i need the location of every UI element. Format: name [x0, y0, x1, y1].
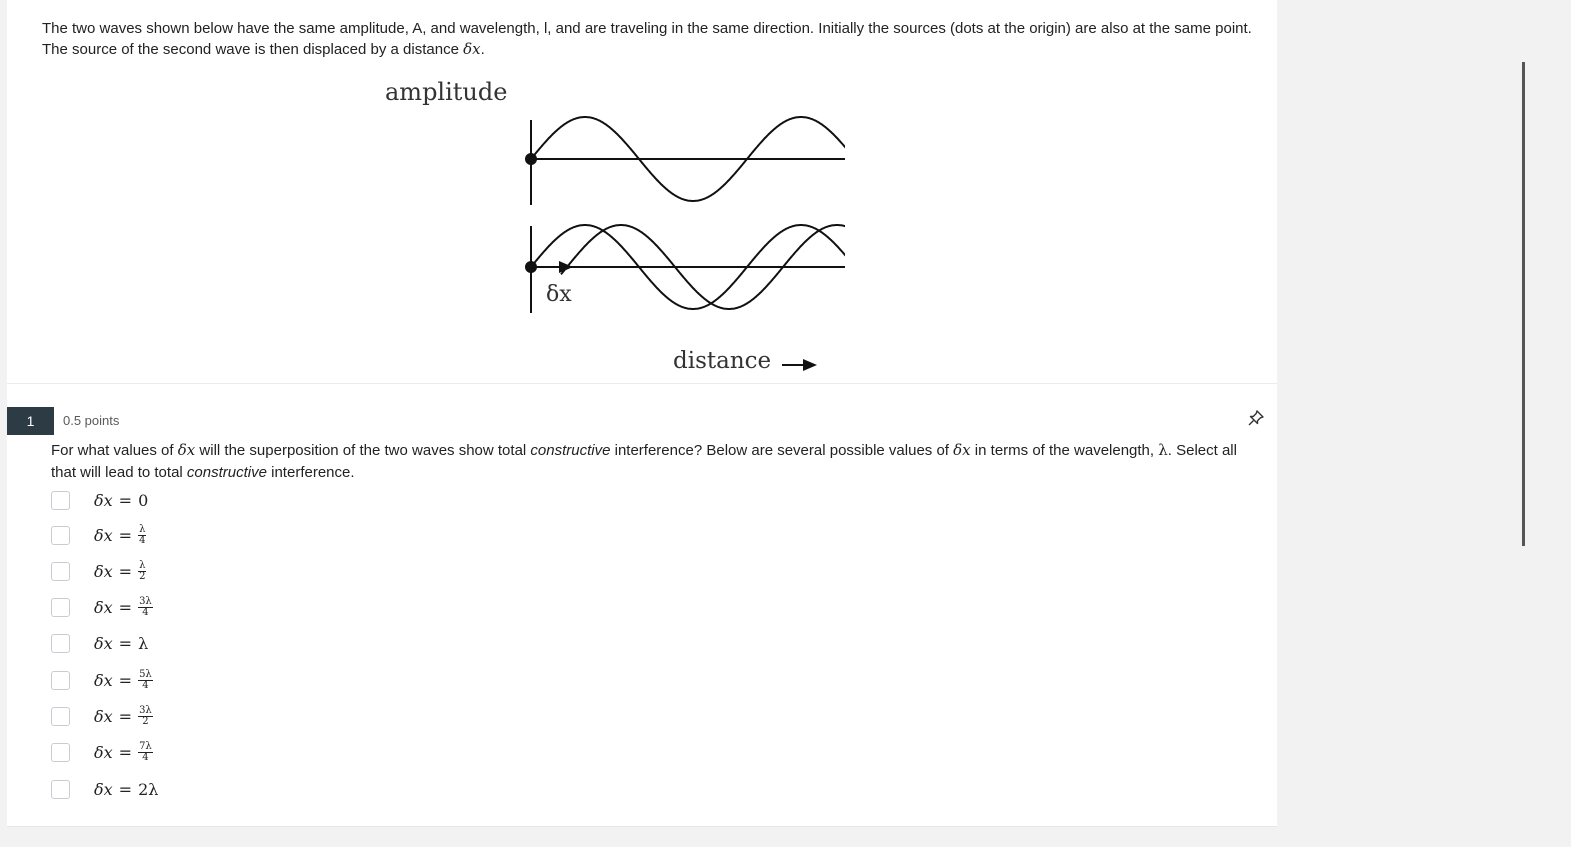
right-margin	[1277, 0, 1571, 847]
option-var: δx	[94, 670, 113, 690]
option-dx-2lambda[interactable]	[51, 776, 158, 802]
option-dx-3lambda-over-2[interactable]	[51, 703, 153, 729]
option-label	[94, 597, 153, 618]
fraction-numerator: 3λ	[139, 595, 152, 607]
option-label	[94, 780, 158, 799]
option-eq: =	[118, 597, 133, 617]
option-fraction	[138, 525, 146, 546]
option-dx-lambda-over-4[interactable]	[51, 522, 146, 548]
fraction-numerator: 7λ	[139, 740, 152, 752]
question-delta-x-2: δx	[953, 441, 971, 459]
top-source-dot	[525, 153, 537, 165]
option-checkbox[interactable]	[51, 598, 70, 617]
question-points: 0.5 points	[63, 413, 120, 428]
option-fraction	[138, 742, 153, 763]
option-var: δx	[94, 597, 113, 617]
option-var: δx	[94, 633, 113, 653]
option-eq: =	[118, 561, 133, 581]
option-checkbox[interactable]	[51, 780, 70, 799]
option-checkbox[interactable]	[51, 743, 70, 762]
option-dx-lambda-over-2[interactable]	[51, 558, 146, 584]
option-dx-7lambda-over-4[interactable]	[51, 739, 153, 765]
question-text-part-2: will the superposition of the two waves show total	[195, 442, 531, 459]
fraction-numerator: 3λ	[139, 704, 152, 716]
option-var: δx	[94, 742, 113, 762]
option-checkbox[interactable]	[51, 671, 70, 690]
fraction-denominator: 4	[142, 606, 149, 618]
option-eq: =	[118, 490, 133, 510]
distance-arrowhead	[803, 359, 817, 371]
question-lambda: λ	[1158, 441, 1168, 459]
option-eq: =	[118, 633, 133, 653]
distance-label: distance	[673, 348, 772, 374]
intro-text-end: .	[480, 41, 485, 58]
option-label	[94, 634, 148, 653]
option-checkbox[interactable]	[51, 491, 70, 510]
option-value: 0	[138, 490, 149, 510]
option-var: δx	[94, 525, 113, 545]
question-emphasis-2: constructive	[186, 464, 267, 481]
fraction-numerator: λ	[139, 559, 146, 571]
option-eq: =	[118, 742, 133, 762]
option-label	[94, 525, 146, 546]
option-checkbox[interactable]	[51, 526, 70, 545]
option-label	[94, 561, 146, 582]
option-fraction	[138, 561, 146, 582]
option-label	[94, 706, 153, 727]
option-var: δx	[94, 706, 113, 726]
option-dx-0[interactable]	[51, 487, 148, 513]
option-checkbox[interactable]	[51, 634, 70, 653]
option-value: 2λ	[138, 779, 159, 799]
option-fraction	[138, 597, 153, 618]
option-dx-lambda[interactable]	[51, 630, 148, 656]
fraction-denominator: 4	[142, 679, 149, 691]
option-eq: =	[118, 670, 133, 690]
intro-delta-x: δx	[463, 40, 481, 58]
option-var: δx	[94, 779, 113, 799]
question-text	[51, 439, 1266, 484]
option-label	[94, 670, 153, 691]
fraction-denominator: 2	[139, 570, 146, 582]
option-var: δx	[94, 490, 113, 510]
option-eq: =	[118, 525, 133, 545]
wave-diagram	[385, 78, 845, 378]
option-fraction	[138, 706, 153, 727]
question-panel	[7, 0, 1277, 827]
question-text-part-5: . Select all that will lead to total	[51, 442, 1237, 481]
question-text-part-1: For what values of	[51, 442, 178, 459]
scrollbar[interactable]	[1522, 62, 1525, 546]
amplitude-label: amplitude	[385, 78, 508, 106]
delta-x-label: δx	[546, 282, 572, 307]
question-text-part-4: in terms of the wavelength,	[970, 442, 1159, 459]
option-fraction	[138, 670, 153, 691]
option-checkbox[interactable]	[51, 707, 70, 726]
fraction-denominator: 4	[139, 534, 146, 546]
option-eq: =	[118, 706, 133, 726]
option-var: δx	[94, 561, 113, 581]
option-dx-3lambda-over-4[interactable]	[51, 594, 153, 620]
option-label	[94, 491, 148, 510]
question-delta-x-1: δx	[177, 441, 196, 459]
intro-section	[7, 0, 1277, 384]
fraction-denominator: 4	[142, 751, 149, 763]
fraction-numerator: λ	[139, 523, 146, 535]
panel-bottom-divider	[7, 826, 1277, 827]
question-text-part-6: interference.	[266, 464, 355, 481]
intro-text-body: The two waves shown below have the same amplitude, A, and wavelength, l, and are traveling in the same direction. Initially the sources (dots at the origin) are also at the same point. The source of the second wave is then displaced by a distance	[42, 20, 1252, 58]
option-checkbox[interactable]	[51, 562, 70, 581]
question-number: 1	[7, 407, 54, 435]
question-emphasis-1: constructive	[530, 442, 611, 459]
fraction-denominator: 2	[142, 715, 149, 727]
option-label	[94, 742, 153, 763]
intro-text	[42, 19, 1257, 60]
wave-figure	[385, 78, 845, 378]
question-text-part-3: interference? Below are several possible values of	[610, 442, 954, 459]
pin-icon[interactable]	[1246, 408, 1266, 428]
option-dx-5lambda-over-4[interactable]	[51, 667, 153, 693]
option-eq: =	[118, 779, 133, 799]
option-value: λ	[138, 633, 149, 653]
fraction-numerator: 5λ	[139, 668, 152, 680]
